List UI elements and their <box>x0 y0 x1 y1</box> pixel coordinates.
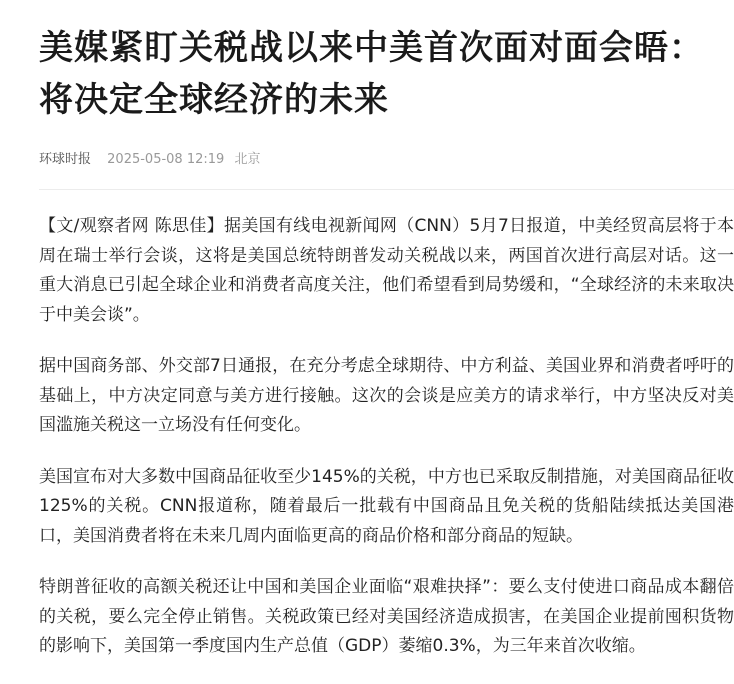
article-body <box>39 212 734 662</box>
article <box>39 0 734 684</box>
divider <box>39 189 734 190</box>
location: 北京 <box>234 152 261 167</box>
paragraph: 美国宣布对大多数中国商品征收至少145%的关税，中方也已采取反制措施，对美国商品征收125%的关税。CNN报道称，随着最后一批载有中国商品且免关税的货船陆续抵达美国港口，美国消费者将在未来几周内面临更高的商品价格和部分商品的短缺。 <box>39 466 734 546</box>
paragraph: 特朗普征收的高额关税还让中国和美国企业面临“艰难抉择”：要么支付使进口商品成本翻倍的关税，要么完全停止销售。关税政策已经对美国经济造成损害，在美国企业提前囤积货物的影响下，美国第一季度国内生产总值（GDP）萎缩0.3%，为三年来首次收缩。 <box>39 577 734 656</box>
paragraph: 据中国商务部、外交部7日通报，在充分考虑全球期待、中方利益、美国业界和消费者呼吁的基础上，中方决定同意与美方进行接触。这次的会谈是应美方的请求举行，中方坚决反对美国滥施关税这一立场没有任何变化。 <box>39 356 734 435</box>
source-link[interactable]: 环球时报 <box>39 152 92 167</box>
article-meta <box>39 150 734 170</box>
publish-time: 2025-05-08 12:19 <box>107 152 225 167</box>
article-title: 美媒紧盯关税战以来中美首次面对面会晤：将决定全球经济的未来 <box>39 28 704 120</box>
paragraph: 【文/观察者网 陈思佳】据美国有线电视新闻网（CNN）5月7日报道，中美经贸高层将于本周在瑞士举行会谈，这将是美国总统特朗普发动关税战以来，两国首次进行高层对话。这一重大消息已引起全球企业和消费者高度关注，他们希望看到局势缓和，“全球经济的未来取决于中美会谈”。 <box>39 216 734 325</box>
